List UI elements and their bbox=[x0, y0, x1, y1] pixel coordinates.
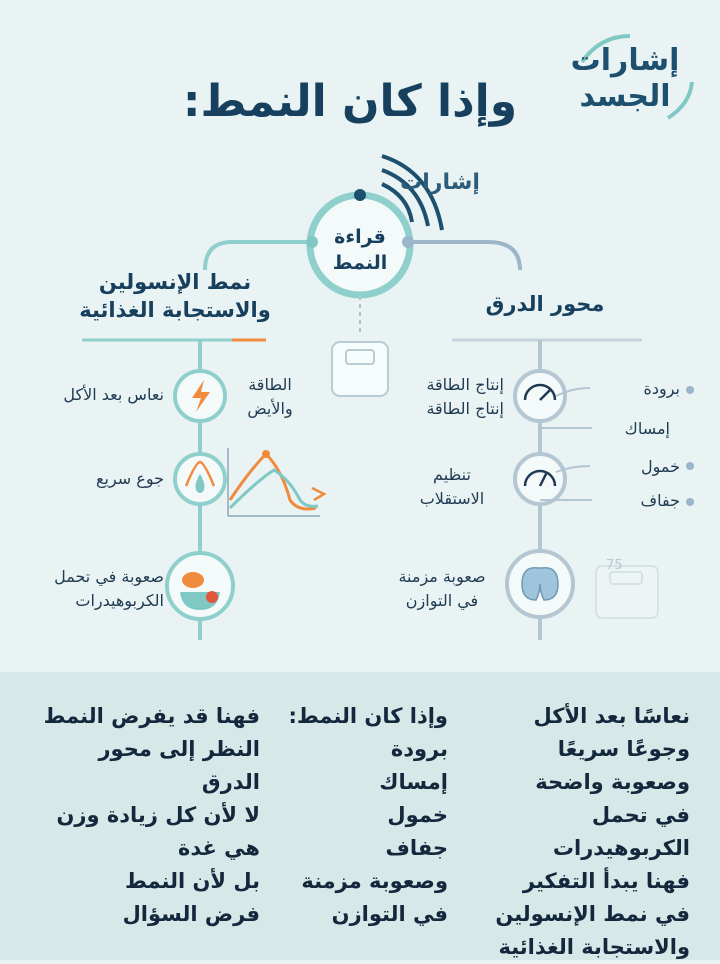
center-label: قراءة bbox=[334, 226, 386, 248]
faded-scale-icon bbox=[596, 566, 658, 618]
food-bowl-icon bbox=[167, 553, 233, 619]
bottom-line: في نمط الإنسولين bbox=[495, 902, 690, 926]
bottom-line: وجوعًا سريعًا bbox=[557, 737, 690, 761]
bottom-line: في تحمل الكربوهيدرات bbox=[552, 803, 690, 860]
left-node-label: الكربوهيدرات bbox=[75, 591, 164, 610]
right-node-label: إنتاج الطاقة bbox=[426, 399, 504, 418]
logo-text-line1: إشارات bbox=[570, 43, 680, 78]
bottom-column-left bbox=[36, 700, 260, 931]
symptom-label: خمول bbox=[640, 457, 680, 476]
left-branch-title: نمط الإنسولين bbox=[98, 270, 252, 294]
bottom-line: فهنا قد يفرض النمط bbox=[43, 704, 260, 728]
bottom-line: برودة bbox=[390, 737, 448, 761]
symptom-label: جفاف bbox=[640, 491, 680, 510]
bottom-column-right bbox=[460, 700, 690, 964]
bottom-line: نعاسًا بعد الأكل bbox=[533, 704, 690, 728]
left-node-side-label: والأيض bbox=[247, 399, 293, 418]
bottom-column-middle bbox=[270, 700, 448, 931]
bottom-line: جفاف bbox=[385, 836, 448, 860]
logo-text-line2: الجسد bbox=[579, 79, 671, 114]
bottom-line: فهنا يبدأ التفكير bbox=[522, 869, 690, 893]
bottom-line: والاستجابة الغذائية bbox=[498, 935, 690, 959]
drop-curve-icon bbox=[175, 454, 225, 504]
bottom-line: هي غدة bbox=[178, 836, 260, 860]
right-branch-title: محور الدرق bbox=[485, 292, 605, 316]
bottom-line: خمول bbox=[387, 803, 448, 827]
center-dot-top bbox=[354, 189, 366, 201]
bottom-line: لا لأن كل زيادة وزن bbox=[56, 803, 260, 827]
center-label: النمط bbox=[332, 252, 388, 274]
bottom-line: في التوازن bbox=[331, 902, 448, 926]
left-node-label: نعاس بعد الأكل bbox=[63, 385, 164, 404]
left-node-label: صعوبة في تحمل bbox=[54, 567, 164, 586]
bottom-line: وإذا كان النمط: bbox=[288, 704, 448, 728]
signals-tag: إشارات bbox=[400, 170, 480, 195]
right-node-label: الاستقلاب bbox=[419, 489, 485, 508]
page-title: وإذا كان النمط: bbox=[182, 76, 518, 127]
gauge-icon bbox=[515, 454, 565, 504]
bottom-line: وصعوبة واضحة bbox=[535, 770, 690, 794]
bottom-line: بل لأن النمط bbox=[124, 869, 260, 893]
right-node-label: إنتاج الطاقة bbox=[426, 375, 504, 394]
right-node-label: تنظيم bbox=[433, 465, 471, 484]
symptom-label: برودة bbox=[643, 379, 680, 398]
bottom-line: فرض السؤال bbox=[122, 902, 260, 926]
glucose-curve-icon bbox=[228, 448, 324, 516]
left-node-label: جوع سريع bbox=[96, 469, 164, 488]
right-node-label: صعوبة مزمنة bbox=[398, 567, 486, 586]
bottom-line: وصعوبة مزمنة bbox=[301, 869, 448, 893]
scale-reading: 75 bbox=[606, 558, 623, 573]
left-node-side-label: الطاقة bbox=[248, 375, 292, 394]
thyroid-icon bbox=[507, 551, 573, 617]
left-branch-title: والاستجابة الغذائية bbox=[79, 298, 271, 322]
lightning-icon bbox=[175, 371, 225, 421]
bottom-line: إمساك bbox=[379, 770, 448, 794]
bottom-line: النظر إلى محور الدرق bbox=[98, 737, 260, 794]
symptom-label: إمساك bbox=[624, 419, 670, 438]
right-node-label: في التوازن bbox=[405, 591, 479, 610]
